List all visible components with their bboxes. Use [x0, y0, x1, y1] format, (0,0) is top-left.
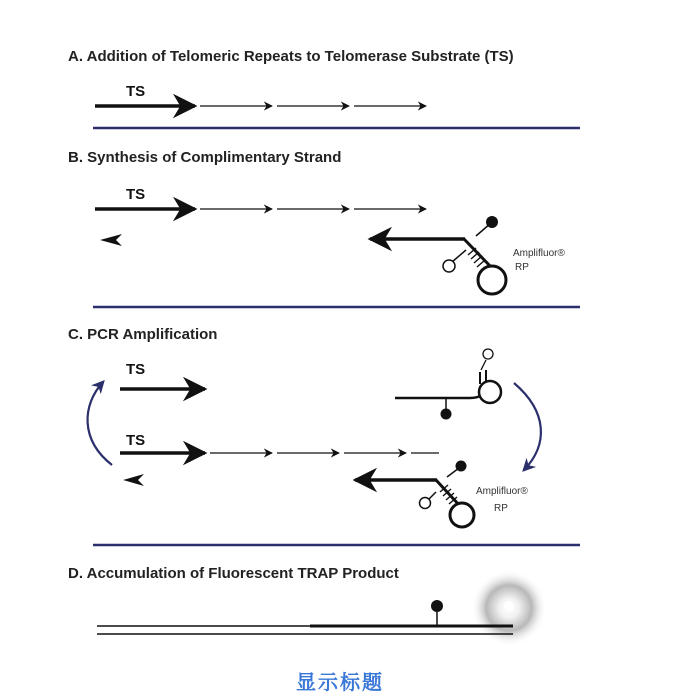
- section-a: [68, 48, 580, 128]
- quencher-icon: [486, 216, 498, 228]
- cycle-arrow-left: [88, 382, 112, 465]
- section-c: [68, 326, 580, 545]
- cycle-arrow-right: [514, 383, 541, 470]
- hairpin-loop: [478, 266, 506, 294]
- rp-label-c: RP: [494, 503, 508, 514]
- amplifluor-primer-top: [395, 349, 501, 420]
- fluorophore-link: [429, 492, 436, 499]
- caption-title: 显示标题: [296, 670, 384, 694]
- ts-label-a: TS: [126, 83, 146, 100]
- section-b-title: B. Synthesis of Complimentary Strand: [68, 149, 342, 166]
- ts-label-c1: TS: [126, 361, 146, 378]
- rp-label-b: RP: [515, 262, 529, 273]
- fluorophore-icon: [420, 498, 431, 509]
- section-b: [68, 149, 580, 307]
- hairpin-loop: [450, 503, 474, 527]
- reverse-arrowhead: [123, 474, 144, 486]
- section-d: [68, 565, 547, 646]
- fluorophore-link: [481, 360, 486, 370]
- amplifluor-primer-c: [355, 461, 528, 528]
- amplifluor-label-c: Amplifluor®: [476, 486, 528, 497]
- quencher-icon: [431, 600, 443, 612]
- fluorophore-icon: [504, 601, 514, 611]
- quencher-icon: [441, 409, 452, 420]
- section-c-title: C. PCR Amplification: [68, 326, 218, 343]
- amplifluor-primer-b: [370, 216, 565, 294]
- fluorophore-icon: [483, 349, 493, 359]
- fluorophore-icon: [443, 260, 455, 272]
- primer-stem: [436, 480, 460, 506]
- reverse-arrowhead: [100, 234, 122, 246]
- section-d-title: D. Accumulation of Fluorescent TRAP Product: [68, 565, 399, 582]
- ts-label-b: TS: [126, 186, 146, 203]
- ts-label-c2: TS: [126, 432, 146, 449]
- section-a-title: A. Addition of Telomeric Repeats to Telomerase Substrate (TS): [68, 48, 514, 65]
- hairpin-loop: [479, 381, 501, 403]
- quencher-icon: [456, 461, 467, 472]
- fluorophore-link: [452, 250, 466, 262]
- amplifluor-label-b: Amplifluor®: [513, 248, 565, 259]
